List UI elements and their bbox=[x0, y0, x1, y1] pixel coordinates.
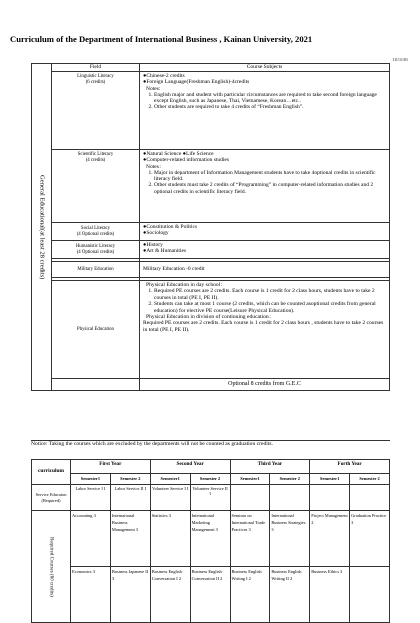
table-row bbox=[32, 72, 390, 150]
physical-field: Physical Education bbox=[52, 281, 140, 379]
course-cell bbox=[350, 485, 390, 511]
optional-credits: Optional 8 credits from G.E.C bbox=[140, 379, 390, 391]
course-cell: Labor Service II I bbox=[110, 485, 150, 511]
semester-header: Semester 2 bbox=[350, 474, 390, 485]
course-cell bbox=[270, 485, 310, 511]
semester-header: Semester1 bbox=[71, 474, 111, 485]
curriculum-table bbox=[31, 459, 390, 623]
page-title: Curriculum of the Department of International Business , Kainan University, 2021 bbox=[10, 34, 313, 44]
semester-header: Semester 2 bbox=[270, 474, 310, 485]
course-cell: International Marketing Management 3 bbox=[190, 511, 230, 567]
course-cell: Business Ethics 3 bbox=[310, 567, 350, 623]
year-header: Forth Year bbox=[310, 460, 390, 474]
list-item: 2. Other students must take 2 credits of “Programming” in computer-related information studies and 2 optional credits in scientific literacy field. bbox=[154, 182, 386, 195]
scientific-field: Scientific Literacy (4 credits) bbox=[52, 150, 140, 223]
list-item: 1. English major and student with particular circumstances are required to take second foreign language except English, such as Japanese, Thai, Vietnamese, Korean…etc.. bbox=[154, 92, 386, 105]
course-cell: International Business Management 3 bbox=[110, 511, 150, 567]
course-cell: Volunteer Service I I bbox=[150, 485, 190, 511]
notice-text: Notice: Taking the courses which are excluded by the departments will not be counted as graduation credits. bbox=[31, 440, 390, 448]
service-label: Service Educaion (Required) bbox=[32, 485, 71, 511]
table-row bbox=[32, 223, 390, 241]
list-item: 1. Required PE courses are 2 credits. Each course is 1 credit for 2 class hours, students have to take 2 courses in total (PE I, PE II). bbox=[154, 288, 386, 301]
table-row bbox=[32, 150, 390, 223]
subjects-header: Course Subjects bbox=[140, 64, 390, 72]
military-field: Military Education bbox=[52, 262, 140, 278]
humanistic-subjects: ●History ●Art & Humanities bbox=[140, 241, 390, 259]
linguistic-field: Linguistic Literacy (6 credits) bbox=[52, 72, 140, 150]
course-cell: International Business Strategies 3 bbox=[270, 511, 310, 567]
course-cell: Business Japanese II 3 bbox=[110, 567, 150, 623]
table-row bbox=[32, 262, 390, 278]
gec-section-label: General Educational(at least 28 credits) bbox=[32, 64, 52, 391]
course-cell: Project Management 2 bbox=[310, 511, 350, 567]
course-cell: Business English Writing II 2 bbox=[270, 567, 310, 623]
course-cell: Seminar on International Trade Practices 3 bbox=[230, 511, 270, 567]
scientific-subjects: ●Natural Science ●Life Science ●Computer-related information studies Notes： 1. Major in department of Information Management students have to take 4optional credits in scientific literacy field. 2. Other students must take 2 credits of “Programming” in computer-related information studies and 2 optional credits in scientific literacy field. bbox=[140, 150, 390, 223]
course-cell: Volunteer Service II 1 bbox=[190, 485, 230, 511]
curriculum-label: curriculum bbox=[32, 460, 71, 485]
table-row bbox=[32, 485, 390, 511]
humanistic-field: Humanistic Literacy (4 Optional credits) bbox=[52, 241, 140, 259]
social-subjects: ●Constitution & Politics ●Sociology bbox=[140, 223, 390, 241]
course-cell: Business English Writing I 2 bbox=[230, 567, 270, 623]
course-cell: Accounting 3 bbox=[71, 511, 111, 567]
course-cell bbox=[350, 567, 390, 623]
required-courses-label: Required Courses (60 credits) bbox=[32, 511, 71, 623]
physical-subjects: Physical Education in day school： 1. Required PE courses are 2 credits. Each course is 1 credit for 2 class hours, students have to take 2 courses in total (PE I, PE II). 2. Students can take at most 1 course (2 credits, which can be counted asoptional credits from general education) for elective PE course(Leisure Physical Education). Physical Education in division of continuing education： Required PE courses are 2 credits. Each course is 1 credit for 2 class hours , students have to take 2 courses in total (PE I, PE II). bbox=[140, 281, 390, 379]
year-header: Second Year bbox=[150, 460, 230, 474]
semester-header: Semester1 bbox=[150, 474, 190, 485]
table-row bbox=[32, 241, 390, 259]
table-row bbox=[32, 511, 390, 567]
semester-header: Semester1 bbox=[230, 474, 270, 485]
year-header: First Year bbox=[71, 460, 151, 474]
social-field: Social Literacy (4 Optional credits) bbox=[52, 223, 140, 241]
semester-header: Semester 2 bbox=[190, 474, 230, 485]
linguistic-subjects: ●Chinese-2 credits ●Foreign Language(Freshman English)-4credits Notes: 1. English major and student with particular circumstances are required to take second foreign language except English, such as Japanese, Thai, Vietnamese, Korean…etc.. 2. Other students are required to take 4 credits of “Freshman English”. bbox=[140, 72, 390, 150]
year-header: Third Year bbox=[230, 460, 310, 474]
course-cell bbox=[310, 485, 350, 511]
table-row bbox=[32, 281, 390, 379]
course-cell: Labor Service I I bbox=[71, 485, 111, 511]
document-date: 111/11/01 bbox=[392, 57, 408, 62]
general-education-table bbox=[31, 63, 390, 391]
list-item: 2. Students can take at most 1 course (2 credits, which can be counted asoptional credits from general education) for elective PE course(Leisure Physical Education). bbox=[154, 301, 386, 314]
course-cell: Business English Conversation I 2 bbox=[150, 567, 190, 623]
course-cell: Economics 3 bbox=[71, 567, 111, 623]
course-cell: Business English Conversation II 2 bbox=[190, 567, 230, 623]
list-item: 1. Major in department of Information Management students have to take 4optional credits in scientific literacy field. bbox=[154, 170, 386, 183]
semester-header: Semester 2 bbox=[110, 474, 150, 485]
course-cell bbox=[230, 485, 270, 511]
semester-header: Semester1 bbox=[310, 474, 350, 485]
course-cell: Statistics 3 bbox=[150, 511, 190, 567]
field-header: Field bbox=[52, 64, 140, 72]
table-row bbox=[32, 567, 390, 623]
list-item: 2. Other students are required to take 4 credits of “Freshman English”. bbox=[154, 104, 386, 110]
military-subjects: Military Education -0 credit bbox=[140, 262, 390, 278]
course-cell: Graduation Practice 3 bbox=[350, 511, 390, 567]
